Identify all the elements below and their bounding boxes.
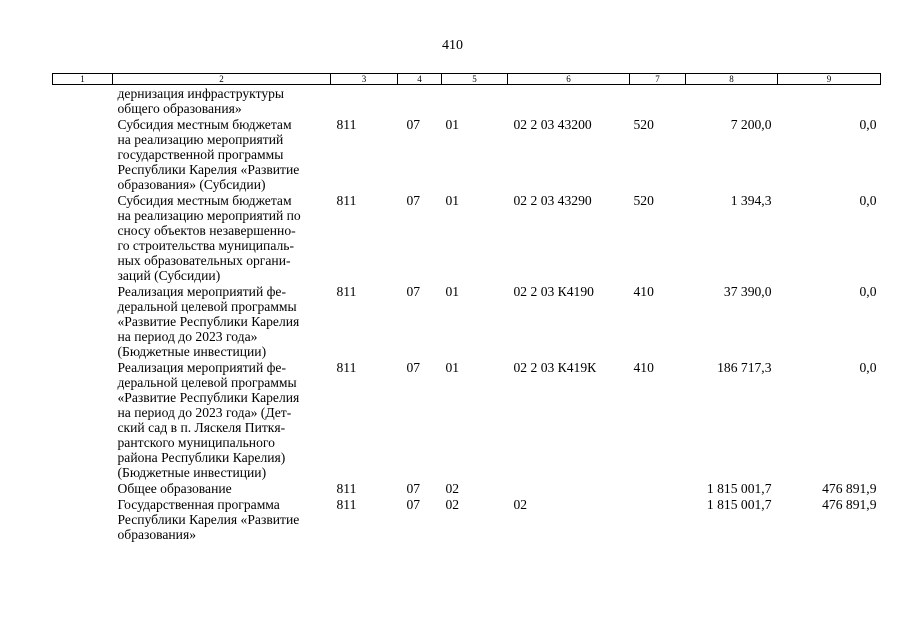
cell-amount-1: 7 200,0 <box>730 117 772 132</box>
description-line: на реализацию мероприятий <box>117 132 284 147</box>
table-row <box>53 85 881 117</box>
table-row <box>53 283 881 359</box>
cell-subsection: 01 <box>445 284 460 299</box>
description-line: «Развитие Республики Карелия <box>117 390 300 405</box>
cell-department-code: 811 <box>336 284 357 299</box>
description-line: Государственная программа <box>117 497 280 512</box>
description-line: Субсидия местным бюджетам <box>117 193 292 208</box>
cell-col1 <box>53 85 113 117</box>
description-line: Субсидия местным бюджетам <box>117 117 292 132</box>
cell-target-article: 02 2 03 43290 <box>513 193 592 208</box>
cell-subsection <box>442 85 508 117</box>
description-line: Реализация мероприятий фе- <box>117 284 286 299</box>
table-row <box>53 116 881 192</box>
cell-section <box>398 85 442 117</box>
column-header-7: 7 <box>630 74 686 85</box>
cell-section: 07 <box>406 117 421 132</box>
cell-description <box>113 116 331 192</box>
cell-description <box>113 359 331 480</box>
cell-target-article <box>508 480 630 496</box>
cell-expense-type <box>630 496 686 542</box>
cell-target-article <box>508 85 630 117</box>
description-line: на период до 2023 года» (Дет- <box>117 405 292 420</box>
table-row <box>53 480 881 496</box>
cell-amount-1: 1 815 001,7 <box>706 481 772 496</box>
cell-expense-type <box>630 85 686 117</box>
description-line: сносу объектов незавершенно- <box>117 223 296 238</box>
cell-department-code: 811 <box>336 193 357 208</box>
cell-expense-type: 520 <box>633 117 654 132</box>
page-number: 410 <box>442 38 463 53</box>
cell-section: 07 <box>406 497 421 512</box>
description-line: образования» <box>117 527 197 542</box>
budget-table <box>52 73 881 542</box>
cell-expense-type: 520 <box>633 193 654 208</box>
cell-subsection: 02 <box>445 481 460 496</box>
cell-department-code <box>331 85 398 117</box>
cell-section: 07 <box>406 481 421 496</box>
cell-amount-2: 476 891,9 <box>822 497 877 512</box>
cell-target-article: 02 <box>513 497 528 512</box>
cell-department-code: 811 <box>336 481 357 496</box>
cell-col1 <box>53 496 113 542</box>
column-header-6: 6 <box>508 74 630 85</box>
cell-subsection: 01 <box>445 360 460 375</box>
cell-subsection: 01 <box>445 193 460 208</box>
table-row <box>53 192 881 283</box>
description-line: на реализацию мероприятий по <box>117 208 301 223</box>
cell-description <box>113 496 331 542</box>
cell-department-code: 811 <box>336 360 357 375</box>
description-line: «Развитие Республики Карелия <box>117 314 300 329</box>
cell-expense-type: 410 <box>633 284 654 299</box>
cell-amount-1: 1 394,3 <box>730 193 772 208</box>
cell-amount-2: 0,0 <box>859 193 877 208</box>
cell-col1 <box>53 283 113 359</box>
cell-target-article: 02 2 03 К419К <box>513 360 597 375</box>
description-line: государственной программы <box>117 147 284 162</box>
cell-amount-2: 0,0 <box>859 360 877 375</box>
table-header <box>53 74 881 85</box>
description-line: заций (Субсидии) <box>117 268 221 283</box>
description-line: образования» (Субсидии) <box>117 177 266 192</box>
description-line: ных образовательных органи- <box>117 253 291 268</box>
cell-amount-2: 0,0 <box>859 117 877 132</box>
cell-description <box>113 480 331 496</box>
description-line: общего образования» <box>117 101 242 116</box>
description-line: Республики Карелия «Развитие <box>117 512 300 527</box>
cell-amount-1: 1 815 001,7 <box>706 497 772 512</box>
table-body <box>53 85 881 543</box>
cell-col1 <box>53 359 113 480</box>
cell-col1 <box>53 116 113 192</box>
cell-section: 07 <box>406 284 421 299</box>
cell-amount-1: 186 717,3 <box>717 360 772 375</box>
cell-col1 <box>53 192 113 283</box>
column-header-4: 4 <box>398 74 442 85</box>
description-line: Реализация мероприятий фе- <box>117 360 286 375</box>
cell-subsection: 02 <box>445 497 460 512</box>
table-row <box>53 496 881 542</box>
description-line: го строительства муниципаль- <box>117 238 294 253</box>
description-line: деральной целевой программы <box>117 375 297 390</box>
cell-description <box>113 192 331 283</box>
cell-expense-type <box>630 480 686 496</box>
description-line: Общее образование <box>117 481 232 496</box>
cell-description <box>113 283 331 359</box>
cell-target-article: 02 2 03 43200 <box>513 117 592 132</box>
cell-col1 <box>53 480 113 496</box>
cell-amount-2: 0,0 <box>859 284 877 299</box>
column-number-row <box>53 74 881 85</box>
description-line: деральной целевой программы <box>117 299 297 314</box>
column-header-1: 1 <box>53 74 113 85</box>
cell-subsection: 01 <box>445 117 460 132</box>
description-line: района Республики Карелия) <box>117 450 286 465</box>
cell-department-code: 811 <box>336 497 357 512</box>
cell-section: 07 <box>406 193 421 208</box>
column-header-8: 8 <box>686 74 778 85</box>
cell-department-code: 811 <box>336 117 357 132</box>
description-line: (Бюджетные инвестиции) <box>117 344 267 359</box>
cell-description <box>113 85 331 117</box>
column-header-9: 9 <box>778 74 881 85</box>
description-line: рантского муниципального <box>117 435 275 450</box>
description-line: дернизация инфраструктуры <box>117 86 285 101</box>
cell-amount-1 <box>686 85 778 117</box>
description-line: на период до 2023 года» <box>117 329 258 344</box>
cell-amount-2: 476 891,9 <box>822 481 877 496</box>
table-row <box>53 359 881 480</box>
description-line: Республики Карелия «Развитие <box>117 162 300 177</box>
cell-target-article: 02 2 03 К4190 <box>513 284 594 299</box>
cell-section: 07 <box>406 360 421 375</box>
column-header-3: 3 <box>331 74 398 85</box>
budget-table-container <box>52 73 880 542</box>
description-line: (Бюджетные инвестиции) <box>117 465 267 480</box>
column-header-2: 2 <box>113 74 331 85</box>
description-line: ский сад в п. Ляскеля Питкя- <box>117 420 286 435</box>
cell-amount-1: 37 390,0 <box>723 284 772 299</box>
column-header-5: 5 <box>442 74 508 85</box>
cell-amount-2 <box>778 85 881 117</box>
cell-expense-type: 410 <box>633 360 654 375</box>
